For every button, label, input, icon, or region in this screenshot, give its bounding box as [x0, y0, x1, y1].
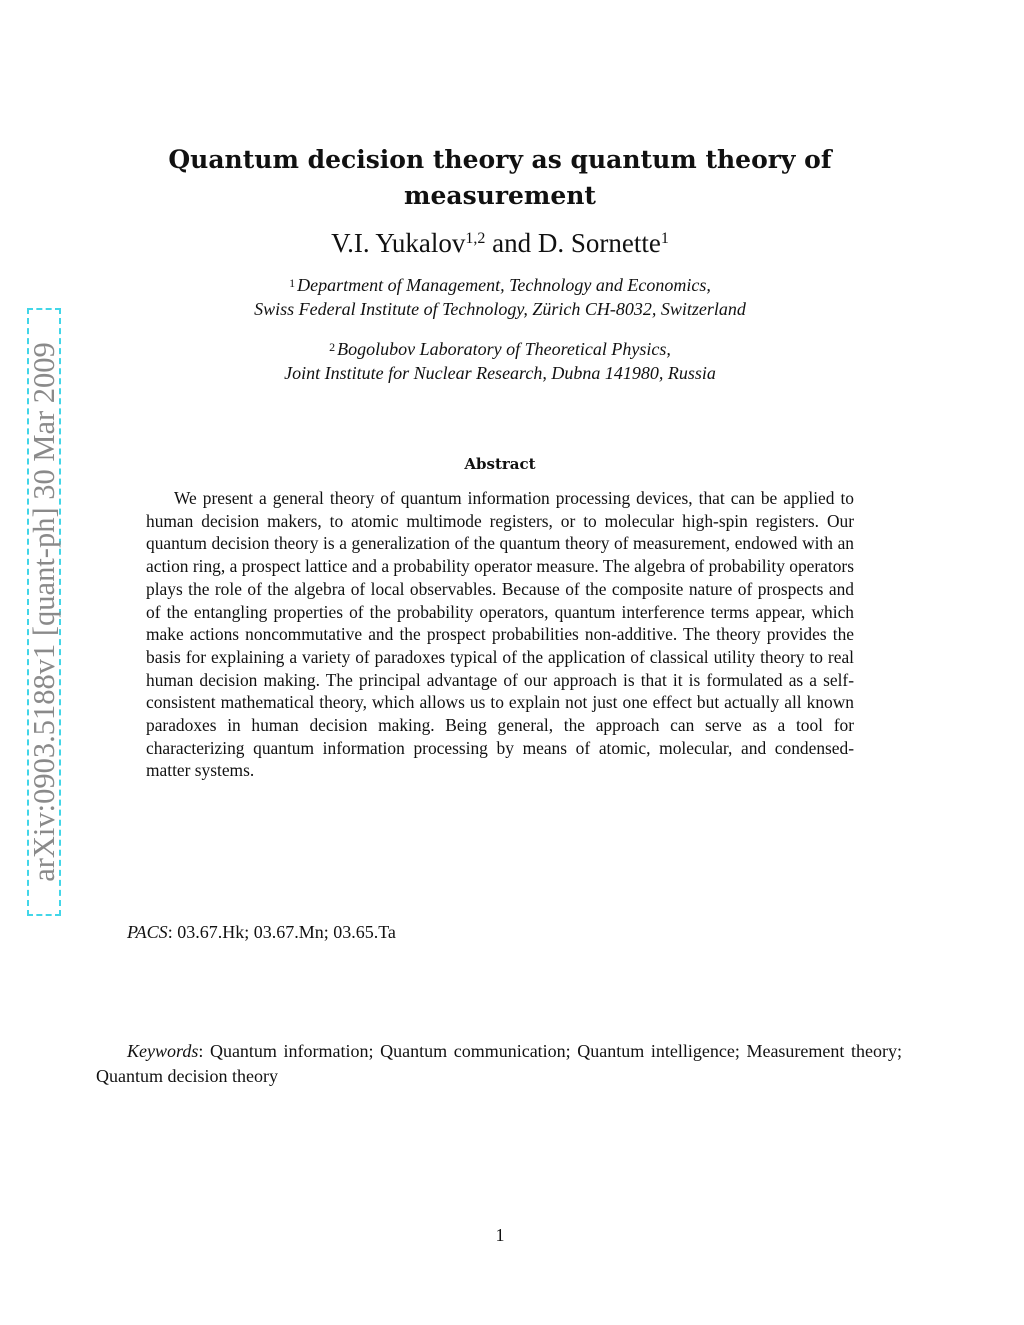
affiliation-1: [150, 273, 850, 321]
affiliation-1-line-2: Swiss Federal Institute of Technology, Zürich CH-8032, Switzerland: [254, 299, 746, 319]
arxiv-stamp: arXiv:0903.5188v1 [quant-ph] 30 Mar 2009: [27, 342, 61, 882]
pacs-label: PACS: [127, 922, 168, 942]
title-line-1: Quantum decision theory as quantum theory of: [168, 145, 832, 174]
page-number: 1: [495, 1225, 505, 1245]
pacs-codes: [127, 920, 396, 944]
keywords-label: Keywords: [127, 1041, 199, 1061]
affiliation-2-mark: 2: [329, 340, 336, 354]
abstract-heading: Abstract: [464, 455, 536, 473]
keywords-values: : Quantum information; Quantum communication; Quantum intelligence; Measurement theory; Quantum decision theory: [96, 1041, 902, 1086]
affiliation-1-mark: 1: [289, 276, 296, 290]
author-1-affiliation-marks: 1,2: [465, 230, 486, 247]
affiliation-2: [150, 337, 850, 385]
author-list: [200, 225, 800, 261]
author-conjunction: and: [485, 228, 538, 258]
paper-title: [150, 142, 850, 214]
abstract-text: We present a general theory of quantum information processing devices, that can be applied to human decision makers, to atomic multimode registers, or to molecular high-spin registers. Our quantum decision theory is a generalization of the quantum theory of measurement, endowed with an action ring, a prospect lattice and a probability operator measure. The algebra of probability operators plays the role of the algebra of local observables. Because of the composite nature of prospects and of the entangling properties of the probability operators, quantum interference terms appear, which make actions noncommutative and the prospect probabilities non-additive. The theory provides the basis for explaining a variety of paradoxes typical of the application of classical utility theory to real human decision making. The principal advantage of our approach is that it is formulated as a self-consistent mathematical theory, which allows us to explain not just one effect but actually all known paradoxes in human decision making. Being general, the approach can serve as a tool for characterizing quantum information processing by means of atomic, molecular, and condensed-matter systems.: [146, 488, 854, 781]
author-name-1: V.I. Yukalov: [331, 228, 466, 258]
author-name-2: D. Sornette: [537, 228, 661, 258]
pacs-values: : 03.67.Hk; 03.67.Mn; 03.65.Ta: [167, 922, 396, 942]
affiliation-2-line-2: Joint Institute for Nuclear Research, Dubna 141980, Russia: [284, 363, 716, 383]
affiliation-1-line-1: Department of Management, Technology and Economics,: [297, 275, 711, 295]
keywords: [96, 1039, 902, 1088]
author-2-affiliation-marks: 1: [660, 230, 669, 247]
title-line-2: measurement: [404, 181, 596, 210]
affiliation-2-line-1: Bogolubov Laboratory of Theoretical Physics,: [337, 339, 671, 359]
